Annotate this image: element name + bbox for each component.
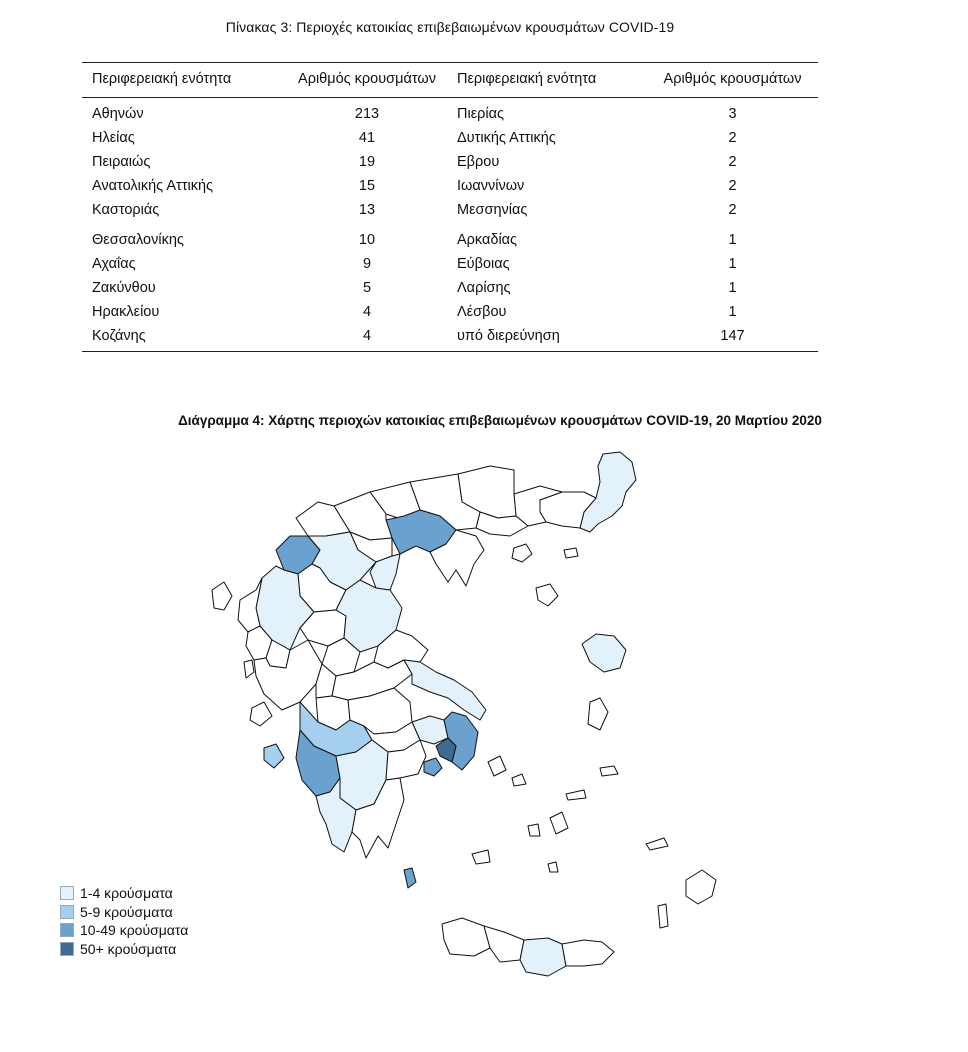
table-row (82, 198, 818, 222)
legend-item (60, 884, 188, 903)
region-kerkyra (212, 582, 232, 610)
legend-label: 5-9 κρούσματα (80, 903, 173, 920)
table-cell: Πιερίας (457, 106, 504, 122)
legend-label: 10-49 κρούσματα (80, 922, 189, 939)
table-row (82, 222, 818, 252)
legend-swatch (60, 905, 74, 919)
table-cell: 15 (358, 178, 376, 194)
region-lesvos (582, 634, 626, 672)
region-kefalonia (250, 702, 272, 726)
table-cell: 41 (358, 130, 376, 146)
table-cell: 19 (358, 154, 376, 170)
region-chania (442, 918, 490, 956)
table-cell: Ζακύνθου (92, 280, 156, 296)
header-region-1: Περιφερειακή ενότητα (82, 63, 277, 98)
table-cell: Λέσβου (457, 304, 507, 320)
region-chios (588, 698, 608, 730)
table-cell: Θεσσαλονίκης (92, 232, 184, 248)
table-cell: Εβρου (457, 154, 500, 170)
table-title: Πίνακας 3: Περιοχές κατοικίας επιβεβαιωμένων κρουσμάτων COVID-19 (225, 19, 675, 35)
table-row (82, 324, 818, 352)
table-cell: υπό διερεύνηση (457, 324, 647, 352)
table-row (82, 174, 818, 198)
region-rhodes (686, 870, 716, 904)
region-evros (580, 452, 636, 532)
table-cell: Εύβοιας (457, 256, 510, 272)
table-row (82, 276, 818, 300)
table-cell: Ηρακλείου (92, 304, 160, 320)
legend-item (60, 903, 188, 922)
table-cell: 147 (647, 324, 818, 352)
table-cell: 2 (728, 202, 737, 218)
table-cell: 1 (728, 280, 737, 296)
region-zakynthos (264, 744, 284, 768)
legend-item (60, 921, 188, 940)
table-cell: 213 (354, 106, 380, 122)
legend-item (60, 940, 188, 959)
table-cell: Δυτικής Αττικής (457, 130, 556, 146)
table-row (82, 98, 818, 127)
table-cell: Κοζάνης (82, 324, 277, 352)
region-andros (488, 756, 506, 776)
table-cell: 4 (277, 324, 457, 352)
table-cell: 1 (728, 304, 737, 320)
legend-label: 1-4 κρούσματα (80, 885, 173, 902)
table-cell: Λαρίσης (457, 280, 511, 296)
region-kythira (404, 868, 416, 888)
table-cell: 1 (728, 232, 737, 248)
cases-table (82, 62, 818, 352)
legend-swatch (60, 886, 74, 900)
table-cell: 9 (362, 256, 372, 272)
table-cell: 2 (728, 130, 737, 146)
region-lefkada (244, 660, 254, 678)
table-row (82, 126, 818, 150)
region-thasos (512, 544, 532, 562)
table-row (82, 150, 818, 174)
table-cell: Ιωαννίνων (457, 178, 525, 194)
legend-label: 50+ κρούσματα (80, 940, 177, 957)
table-cell: Πειραιώς (92, 154, 151, 170)
table-row (82, 252, 818, 276)
region-samos (600, 766, 618, 776)
table-cell: 5 (362, 280, 372, 296)
table-cell: Ανατολικής Αττικής (92, 178, 214, 194)
table-cell: Ηλείας (92, 130, 135, 146)
region-irakleio (520, 938, 566, 976)
table-cell: 10 (358, 232, 376, 248)
table-cell: 1 (728, 256, 737, 272)
region-evia (404, 660, 486, 720)
table-header-row (82, 63, 818, 98)
region-rethymno (484, 926, 524, 962)
header-region-2: Περιφερειακή ενότητα (457, 63, 647, 98)
table-cell: 2 (728, 154, 737, 170)
region-kos (646, 838, 668, 850)
region-ikaria (566, 790, 586, 800)
table-row (82, 300, 818, 324)
region-naxos (550, 812, 568, 834)
legend-swatch (60, 942, 74, 956)
table-cell: 3 (728, 106, 737, 122)
table-cell: Καστοριάς (92, 202, 160, 218)
table-cell: Αρκαδίας (457, 232, 518, 248)
table-cell: 2 (728, 178, 737, 194)
map-title: Διάγραμμα 4: Χάρτης περιοχών κατοικίας επιβεβαιωμένων κρουσμάτων COVID-19, 20 Μαρτίου 2020 (178, 413, 822, 428)
region-samothraki (564, 548, 578, 558)
legend-swatch (60, 923, 74, 937)
map-legend (60, 884, 188, 958)
region-piraeus (424, 758, 442, 776)
table-cell: Αχαΐας (92, 256, 136, 272)
region-santorini (548, 862, 558, 872)
region-karpathos (658, 904, 668, 928)
table-cell: Μεσσηνίας (457, 202, 528, 218)
region-lasithi (562, 940, 614, 966)
table-cell: 4 (362, 304, 372, 320)
region-milos (472, 850, 490, 864)
header-cases-2: Αριθμός κρουσμάτων (647, 63, 818, 98)
region-tinos (512, 774, 526, 786)
region-paros (528, 824, 540, 836)
header-cases-1: Αριθμός κρουσμάτων (277, 63, 457, 98)
region-limnos (536, 584, 558, 606)
table-cell: Αθηνών (92, 106, 144, 122)
table-cell: 13 (358, 202, 376, 218)
